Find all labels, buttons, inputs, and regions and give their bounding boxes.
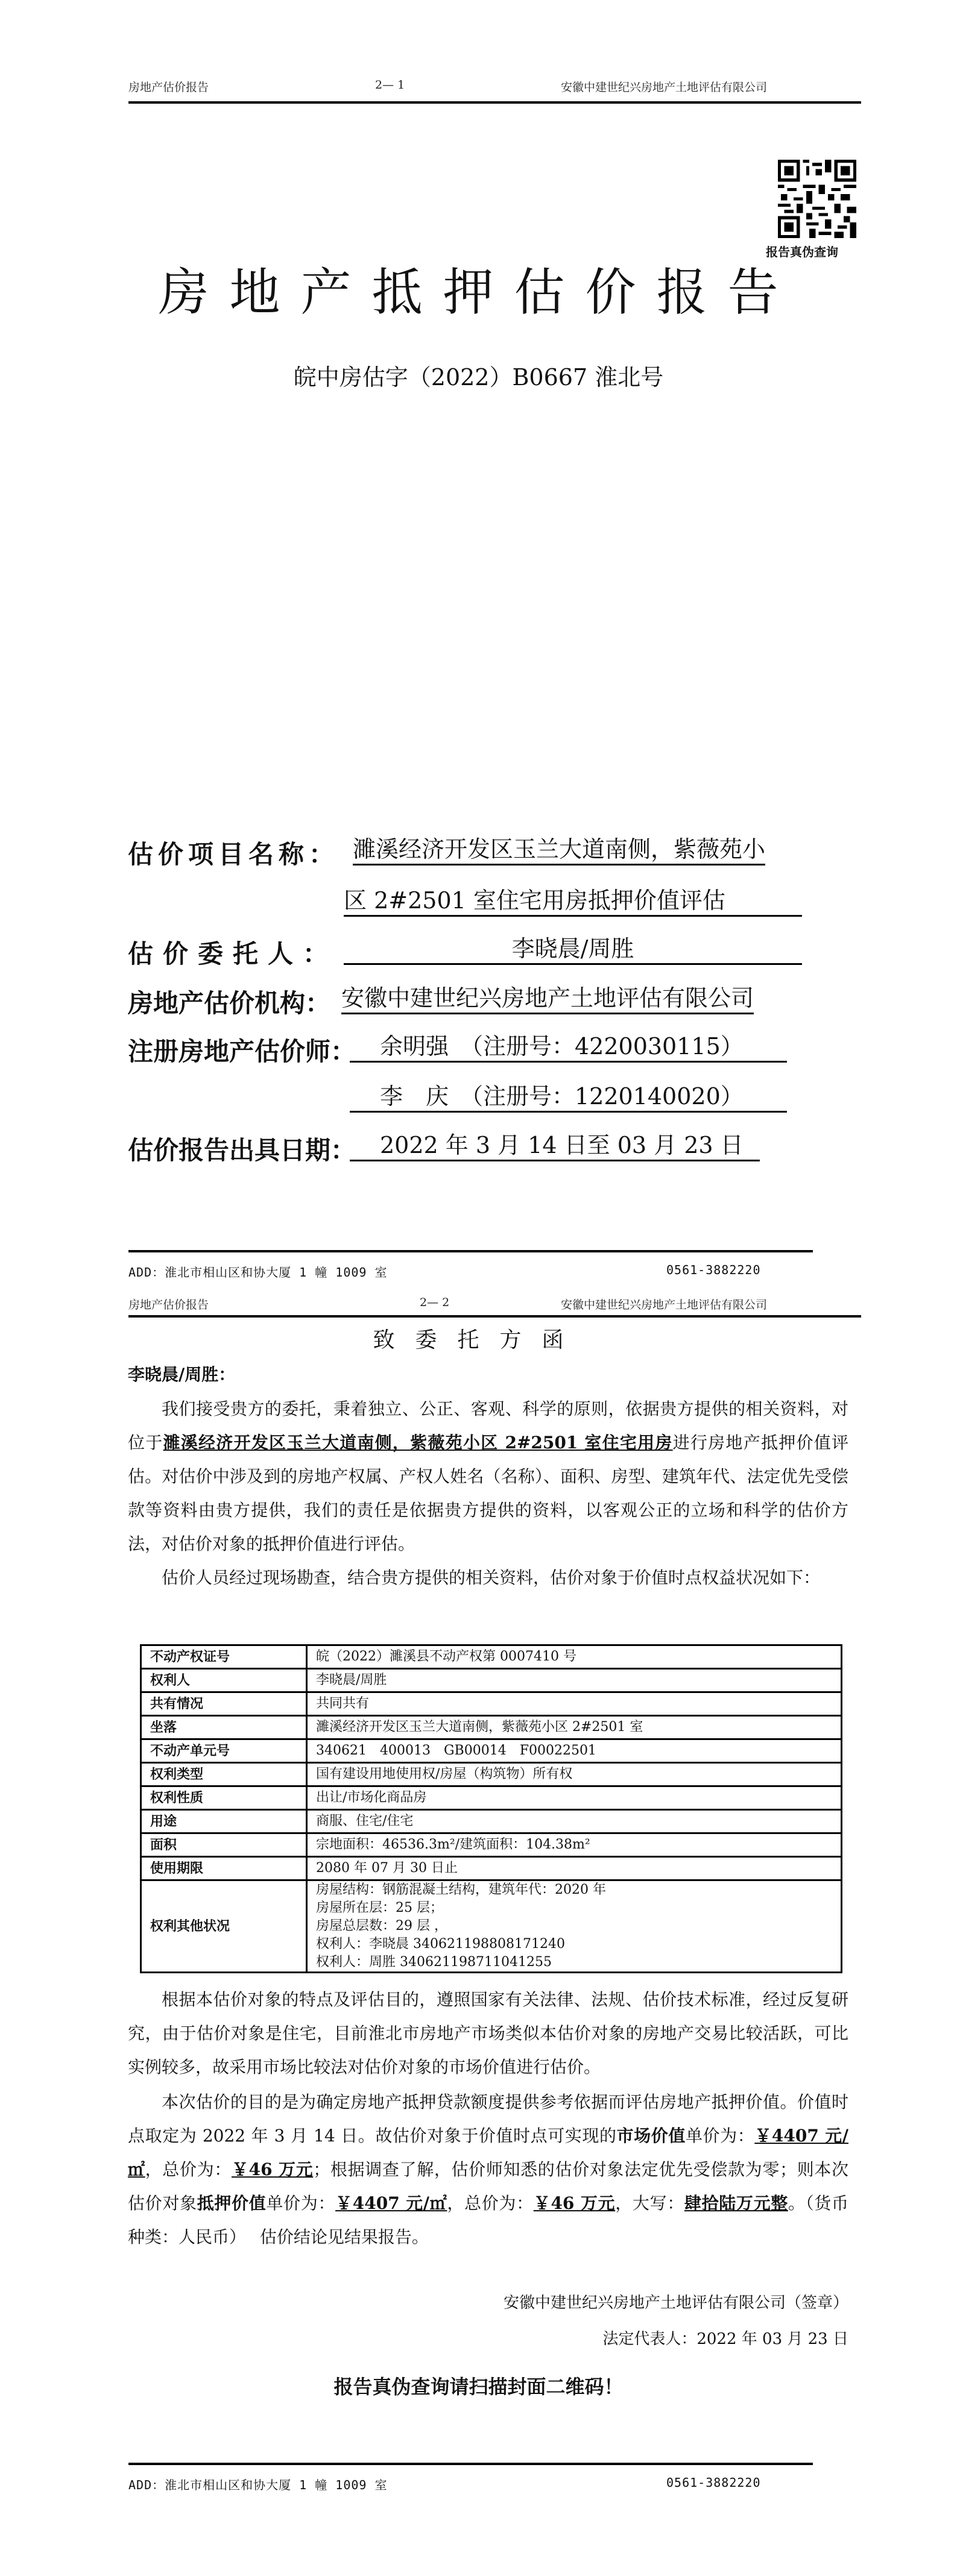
appraiser-1: 余明强 （注册号：4220030115） — [350, 1032, 787, 1063]
other-status-line: 房屋所在层：25 层； — [316, 1900, 443, 1915]
footer-phone: 0561-3882220 — [666, 1263, 761, 1277]
header-rule — [128, 1315, 861, 1318]
table-label: 不动产单元号 — [141, 1739, 307, 1763]
table-row — [141, 1833, 842, 1857]
mortgage-value-label: 抵押价值 — [197, 2193, 267, 2213]
table-value: 宗地面积：46536.3m²/建筑面积：104.38m² — [307, 1833, 842, 1857]
table-value: 340621 400013 GB00014 F00022501 — [307, 1739, 842, 1763]
market-unit-price: ￥4407 元/㎡ — [128, 2126, 848, 2179]
signature-company: 安徽中建世纪兴房地产土地评估有限公司（签章） — [503, 2294, 848, 2312]
report-number: 皖中房估字（2022）B0667 淮北号 — [293, 364, 664, 391]
para4-text: ，总价为： — [447, 2193, 534, 2213]
other-status-line: 权利人：周胜 340621198711041255 — [316, 1955, 552, 1970]
table-label: 共有情况 — [141, 1692, 307, 1716]
table-label: 权利其他状况 — [141, 1880, 307, 1973]
para4-text: 本次估价的目的是为确定房地产抵押贷款额度提供参考依据而评估房地产抵押价值。价值时点取定为 2022 年 3 月 14 日。故估价对象于价值时点可实现的 — [128, 2092, 848, 2146]
table-label: 权利类型 — [141, 1763, 307, 1786]
table-row — [141, 1692, 842, 1716]
header-company: 安徽中建世纪兴房地产土地评估有限公司 — [561, 1298, 768, 1312]
table-value: 商服、住宅/住宅 — [307, 1810, 842, 1833]
table-label: 权利人 — [141, 1669, 307, 1692]
qr-label: 报告真伪查询 — [766, 245, 838, 259]
table-row — [141, 1786, 842, 1810]
appraiser-2: 李 庆 （注册号：1220140020） — [350, 1082, 787, 1113]
table-row — [141, 1880, 842, 1973]
header-page-number: 2— 2 — [420, 1296, 450, 1309]
date-label: 估价报告出具日期： — [128, 1136, 356, 1165]
paragraph-4 — [128, 2085, 848, 2254]
other-status-line: 权利人：李晓晨 340621198808171240 — [316, 1937, 565, 1952]
market-value-label: 市场价值 — [616, 2126, 686, 2146]
client-label: 估价委托人： — [128, 939, 338, 969]
header-left: 房地产估价报告 — [128, 1298, 209, 1312]
para4-text: ；根据调查了解，估价师知悉的估价对象法定优先受偿款为零；则本次估价对象 — [128, 2160, 848, 2213]
paragraph-2: 估价人员经过现场勘查，结合贵方提供的相关资料，估价对象于价值时点权益状况如下： — [162, 1568, 821, 1588]
qr-code-icon[interactable] — [778, 160, 856, 238]
agency-label: 房地产估价机构： — [128, 988, 331, 1018]
paragraph-1 — [128, 1392, 848, 1561]
header-rule — [128, 101, 861, 104]
report-date: 2022 年 3 月 14 日至 03 月 23 日 — [350, 1131, 760, 1161]
table-value: 出让/市场化商品房 — [307, 1786, 842, 1810]
footer-address: ADD：淮北市相山区和协大厦 1 幢 1009 室 — [128, 1265, 388, 1280]
mortgage-unit-price: ￥4407 元/㎡ — [335, 2193, 447, 2213]
para1-text-c: 进行房地产抵押价值评估。对估价中涉及到的房地产权属、产权人姓名（名称）、面积、房型、建筑年代、法定优先受偿款等资料由贵方提供，我们的责任是依据贵方提供的资料，以客观公正的立场和科学的估价方法，对估价对象的抵押价值进行评估。 — [128, 1433, 848, 1554]
para1-text-a: 我们接受贵方的委托，秉着独立、公正、客观、科学的原则，依据贵方提供的相关资料，对位于 — [128, 1399, 848, 1453]
header-page-number: 2— 1 — [375, 78, 405, 92]
table-value — [307, 1880, 842, 1973]
footer-address: ADD：淮北市相山区和协大厦 1 幢 1009 室 — [128, 2478, 388, 2492]
table-row — [141, 1810, 842, 1833]
table-value: 皖（2022）濉溪县不动产权第 0007410 号 — [307, 1645, 842, 1669]
table-value: 2080 年 07 月 30 日止 — [307, 1857, 842, 1880]
agency-name: 安徽中建世纪兴房地产土地评估有限公司 — [341, 984, 754, 1014]
paragraph-3: 根据本估价对象的特点及评估目的，遵照国家有关法律、法规、估价技术标准，经过反复研究，由于估价对象是住宅，目前淮北市房地产市场类似本估价对象的房地产交易比较活跃，可比实例较多，故采用市场比较法对估价对象的市场价值进行估价。 — [128, 1990, 848, 2077]
footer-rule — [128, 1250, 813, 1252]
footer-rule — [128, 2463, 813, 2465]
table-value: 濉溪经济开发区玉兰大道南侧，紫薇苑小区 2#2501 室 — [307, 1716, 842, 1739]
property-address: 濉溪经济开发区玉兰大道南侧，紫薇苑小区 2#2501 室住宅用房 — [163, 1433, 673, 1453]
verification-note: 报告真伪查询请扫描封面二维码！ — [333, 2375, 624, 2398]
para4-text: ，总价为： — [145, 2160, 232, 2179]
mortgage-total-price: ￥46 万元 — [533, 2193, 616, 2213]
other-status-line: 房屋总层数：29 层 ， — [316, 1918, 447, 1934]
table-value: 国有建设用地使用权/房屋（构筑物）所有权 — [307, 1763, 842, 1786]
table-label: 坐落 — [141, 1716, 307, 1739]
para4-text: 单价为： — [685, 2126, 755, 2146]
table-label: 使用期限 — [141, 1857, 307, 1880]
salutation: 李晓晨/周胜： — [128, 1365, 236, 1384]
table-label: 权利性质 — [141, 1786, 307, 1810]
letter-title: 致委托方函 — [373, 1328, 584, 1352]
table-value: 李晓晨/周胜 — [307, 1669, 842, 1692]
para4-text: ，大写： — [615, 2193, 684, 2213]
project-name-line2: 区 2#2501 室住宅用房抵押价值评估 — [344, 886, 802, 917]
table-row — [141, 1763, 842, 1786]
header-company: 安徽中建世纪兴房地产土地评估有限公司 — [561, 81, 768, 94]
table-row — [141, 1645, 842, 1669]
project-label: 估价项目名称： — [128, 840, 340, 869]
table-label: 用途 — [141, 1810, 307, 1833]
table-label: 不动产权证号 — [141, 1645, 307, 1669]
table-label: 面积 — [141, 1833, 307, 1857]
project-name-line1: 濉溪经济开发区玉兰大道南侧，紫薇苑小 — [353, 835, 765, 865]
signature-representative: 法定代表人：2022 年 03 月 23 日 — [602, 2330, 848, 2348]
para4-text: 单价为： — [266, 2193, 336, 2213]
table-row — [141, 1857, 842, 1880]
other-status-line: 房屋结构：钢筋混凝土结构，建筑年代：2020 年 — [316, 1882, 606, 1897]
total-in-capital: 肆拾陆万元整 — [684, 2193, 788, 2213]
table-row — [141, 1669, 842, 1692]
para4-text: 。（货币种类：人民币） 估价结论见结果报告。 — [128, 2193, 848, 2247]
table-row — [141, 1739, 842, 1763]
rights-table — [140, 1644, 842, 1973]
market-total-price: ￥46 万元 — [231, 2160, 314, 2179]
table-row — [141, 1716, 842, 1739]
footer-phone: 0561-3882220 — [666, 2475, 761, 2490]
header-left: 房地产估价报告 — [128, 81, 209, 94]
table-value: 共同共有 — [307, 1692, 842, 1716]
client-name: 李晓晨/周胜 — [344, 934, 802, 965]
report-title: 房地产抵押估价报告 — [158, 263, 799, 322]
appraiser-label: 注册房地产估价师： — [128, 1037, 356, 1066]
